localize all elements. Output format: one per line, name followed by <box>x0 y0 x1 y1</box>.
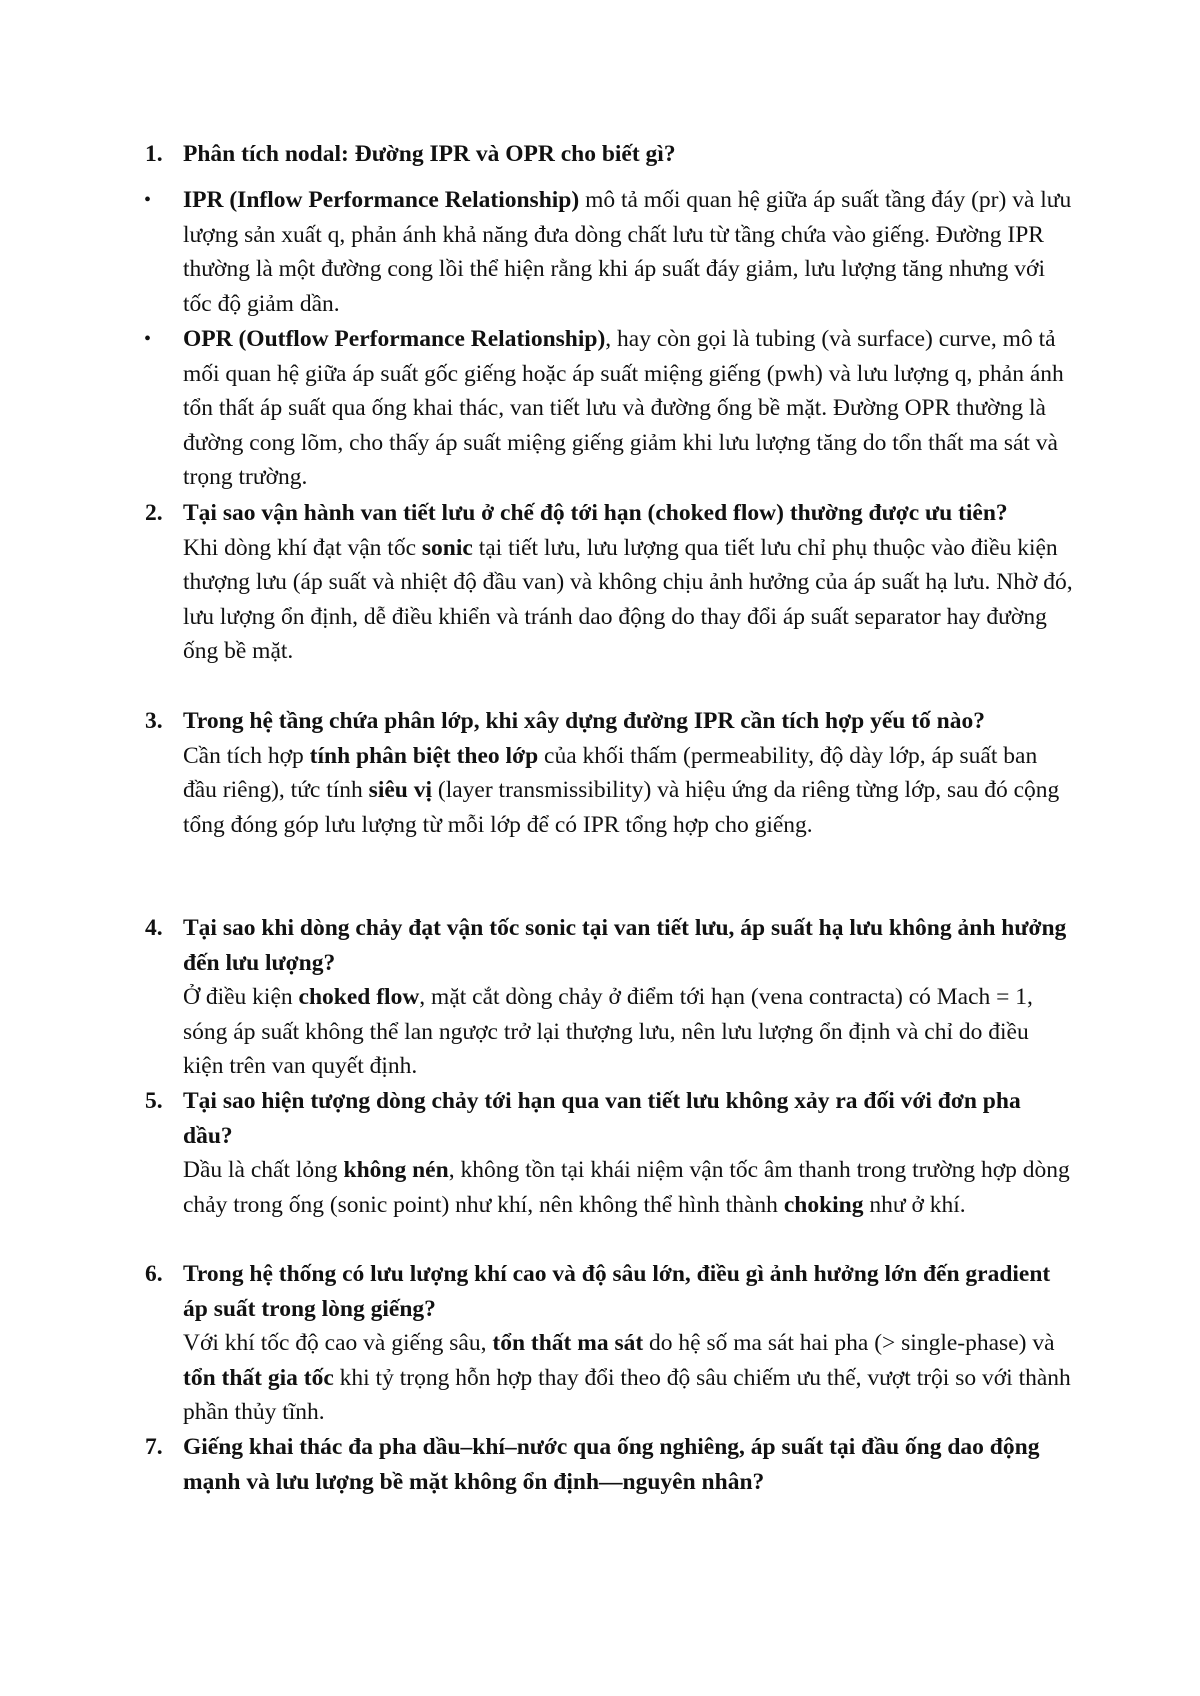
bullet-ipr <box>144 183 1073 321</box>
question-title: Tại sao vận hành van tiết lưu ở chế độ tới hạn (choked flow) thường được ưu tiên? <box>183 500 1008 526</box>
question-5 <box>145 1084 1073 1222</box>
question-3 <box>145 704 1073 842</box>
bullet-text <box>183 322 1073 495</box>
answer-text <box>183 1153 1073 1222</box>
answer-text <box>183 1326 1073 1430</box>
answer-text <box>183 739 1073 843</box>
answer-part: , không tồn tại khái niệm vận tốc âm thanh trong trường hợp dòng chảy trong ống (sonic point) như khí, nên không thể hình thành <box>183 1157 1070 1218</box>
answer-part: (layer transmissibility) và hiệu ứng da riêng từng lớp, sau đó cộng tổng đóng góp lưu lượng từ mỗi lớp để có IPR tổng hợp cho giếng. <box>183 777 1060 838</box>
answer-emphasis: không nén <box>343 1157 449 1183</box>
question-number: 7. <box>145 1434 163 1460</box>
question-number: 4. <box>145 915 163 941</box>
answer-emphasis: siêu vị <box>368 777 433 803</box>
question-1 <box>145 137 1073 172</box>
bullet-marker: • <box>144 328 152 350</box>
bullet-marker: • <box>144 189 152 211</box>
question-number: 1. <box>145 141 163 167</box>
question-title: Trong hệ tầng chứa phân lớp, khi xây dựng đường IPR cần tích hợp yếu tố nào? <box>183 708 985 734</box>
answer-emphasis: choking <box>783 1191 864 1218</box>
question-6 <box>145 1257 1073 1430</box>
answer-part: tại tiết lưu, lưu lượng qua tiết lưu chỉ phụ thuộc vào điều kiện thượng lưu (áp suất và nhiệt độ đầu van) và không chịu ảnh hưởng của áp suất hạ lưu. Nhờ đó, lưu lượng ổn định, dễ điều khiển và tránh dao động do thay đổi áp suất separator hay đường ống bề mặt. <box>183 534 1073 664</box>
question-title: Phân tích nodal: Đường IPR và OPR cho biết gì? <box>183 141 676 167</box>
answer-part: Ở điều kiện <box>183 984 299 1010</box>
question-7 <box>145 1430 1073 1499</box>
answer-emphasis: choked flow <box>298 984 420 1010</box>
answer-part: Dầu là chất lỏng <box>183 1157 344 1183</box>
answer-part: như ở khí. <box>863 1191 966 1218</box>
answer-text <box>183 531 1073 669</box>
answer-emphasis: sonic <box>421 534 473 561</box>
answer-part: Khi dòng khí đạt vận tốc <box>183 534 422 561</box>
term-ipr: IPR (Inflow Performance Relationship) <box>183 187 580 213</box>
question-title: Trong hệ thống có lưu lượng khí cao và độ sâu lớn, điều gì ảnh hưởng lớn đến gradient áp suất trong lòng giếng? <box>183 1261 1051 1322</box>
question-2 <box>145 496 1073 669</box>
answer-emphasis: tính phân biệt theo lớp <box>309 742 539 769</box>
answer-part: Cần tích hợp <box>183 742 310 769</box>
question-title: Tại sao hiện tượng dòng chảy tới hạn qua van tiết lưu không xảy ra đối với đơn pha dầu? <box>183 1088 1021 1149</box>
question-title: Giếng khai thác đa pha dầu–khí–nước qua ống nghiêng, áp suất tại đầu ống dao động mạnh và lưu lượng bề mặt không ổn định—nguyên nhân? <box>183 1434 1040 1495</box>
question-number: 6. <box>145 1261 163 1287</box>
ipr-description: mô tả mối quan hệ giữa áp suất tầng đáy (pr) và lưu lượng sản xuất q, phản ánh khả năng đưa dòng chất lưu từ tầng chứa vào giếng. Đường IPR thường là một đường cong lồi thể hiện rằng khi áp suất đáy giảm, lưu lượng tăng nhưng với tốc độ giảm dần. <box>183 187 1072 317</box>
answer-part: , mặt cắt dòng chảy ở điểm tới hạn (vena contracta) có Mach = 1, sóng áp suất không thể lan ngược trở lại thượng lưu, nên lưu lượng ổn định và chỉ do điều kiện trên van quyết định. <box>183 984 1033 1079</box>
question-number: 3. <box>145 708 163 734</box>
answer-part: của khối thấm (permeability, độ dày lớp, áp suất ban đầu riêng), tức tính <box>183 742 1038 803</box>
answer-part: do hệ số ma sát hai pha (> single-phase) và <box>643 1330 1055 1356</box>
answer-part: khi tỷ trọng hỗn hợp thay đổi theo độ sâu chiếm ưu thế, vượt trội so với thành phần thủy tĩnh. <box>183 1364 1071 1425</box>
question-number: 2. <box>145 500 163 526</box>
bullet-opr <box>144 322 1073 495</box>
question-4 <box>145 911 1073 1084</box>
question-number: 5. <box>145 1088 163 1114</box>
opr-description: , hay còn gọi là tubing (và surface) curve, mô tả mối quan hệ giữa áp suất gốc giếng hoặc áp suất miệng giếng (pwh) và lưu lượng q, phản ánh tổn thất áp suất qua ống khai thác, van tiết lưu và đường ống bề mặt. Đường OPR thường là đường cong lõm, cho thấy áp suất miệng giếng giảm khi lưu lượng tăng do tổn thất ma sát và trọng trường. <box>183 326 1064 490</box>
bullet-text <box>183 183 1073 321</box>
answer-emphasis: tổn thất ma sát <box>492 1330 644 1356</box>
term-opr: OPR (Outflow Performance Relationship) <box>183 326 606 352</box>
question-title: Tại sao khi dòng chảy đạt vận tốc sonic tại van tiết lưu, áp suất hạ lưu không ảnh hưởng đến lưu lượng? <box>183 915 1067 976</box>
answer-text <box>183 980 1073 1084</box>
answer-emphasis: tổn thất gia tốc <box>183 1364 334 1391</box>
answer-part: Với khí tốc độ cao và giếng sâu, <box>183 1330 493 1356</box>
